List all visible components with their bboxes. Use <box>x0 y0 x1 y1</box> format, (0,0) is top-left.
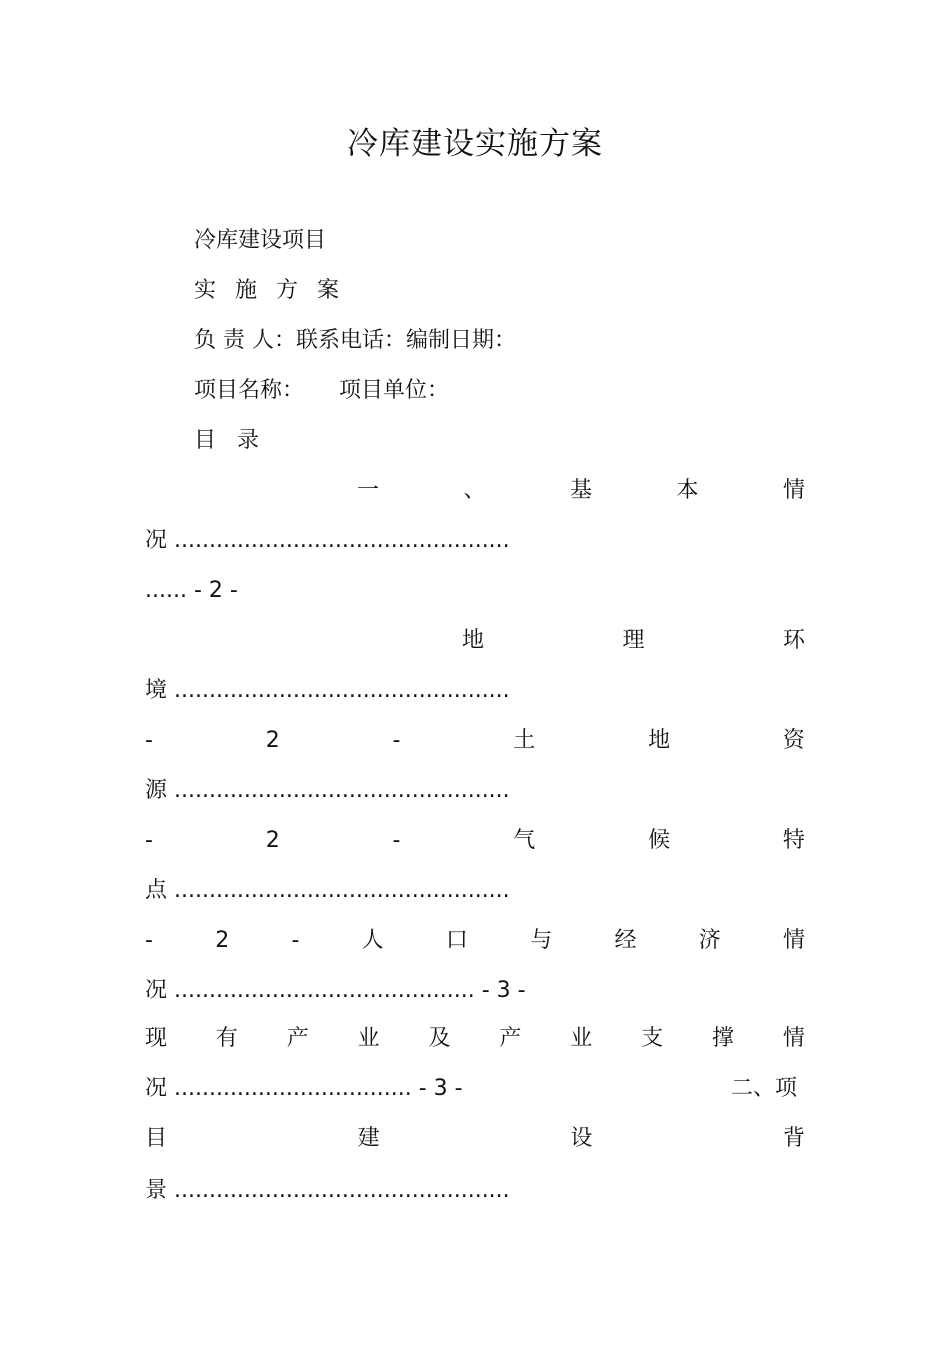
toc-char: 理 <box>622 628 645 653</box>
toc-line-15: 景 ................................................ <box>145 1178 510 1203</box>
toc-char: - <box>145 728 153 753</box>
toc-heading: 目 录 <box>194 428 259 453</box>
toc-char: - <box>291 928 300 953</box>
toc-char: 土 <box>513 728 536 753</box>
toc-char: 地 <box>462 628 485 653</box>
toc-line-8 <box>145 826 805 856</box>
toc-char: 一 <box>357 478 380 503</box>
toc-char: 设 <box>570 1126 593 1151</box>
toc-entry-right: 二、项 <box>730 1076 797 1101</box>
document-title: 冷库建设实施方案 <box>347 126 603 162</box>
toc-char: 目 <box>145 1126 168 1151</box>
toc-char: 2 <box>215 928 230 953</box>
toc-line-11: 况 ........................................... - 3 - <box>145 978 526 1003</box>
toc-char: 现 <box>145 1026 168 1051</box>
toc-char: 支 <box>641 1026 664 1051</box>
toc-char: 及 <box>428 1026 451 1051</box>
toc-char: 有 <box>215 1026 238 1051</box>
toc-char: 、 <box>463 478 486 503</box>
toc-char: 特 <box>782 828 805 853</box>
toc-char: 撑 <box>712 1026 735 1051</box>
contacts-line: 负 责 人：联系电话：编制日期： <box>194 328 516 353</box>
toc-line-6 <box>145 726 805 756</box>
toc-char: 口 <box>445 928 468 953</box>
toc-char: 经 <box>614 928 637 953</box>
toc-char: 产 <box>499 1026 522 1051</box>
plan-line: 实 施 方 案 <box>194 278 345 303</box>
toc-char: 气 <box>513 828 536 853</box>
toc-line-4 <box>462 626 805 656</box>
toc-line-7: 源 ................................................ <box>145 778 510 803</box>
toc-char: 候 <box>648 828 671 853</box>
toc-char: - <box>392 728 401 753</box>
project-line: 冷库建设项目 <box>194 228 327 253</box>
toc-line-12 <box>145 1024 805 1054</box>
toc-char: 济 <box>698 928 721 953</box>
toc-char: 产 <box>286 1026 309 1051</box>
toc-char: - <box>145 828 153 853</box>
toc-char: 情 <box>782 478 805 503</box>
toc-line-1 <box>357 476 805 506</box>
toc-char: 资 <box>782 728 805 753</box>
toc-char: 人 <box>361 928 384 953</box>
toc-char: 建 <box>357 1126 380 1151</box>
toc-line-5: 境 ................................................ <box>145 678 510 703</box>
toc-char: 情 <box>782 1026 805 1051</box>
toc-char: 2 <box>265 828 280 853</box>
toc-line-10 <box>145 926 805 956</box>
toc-char: - <box>392 828 401 853</box>
toc-char: 2 <box>265 728 280 753</box>
toc-line-13 <box>145 1074 805 1104</box>
toc-char: 背 <box>782 1126 805 1151</box>
toc-char: 环 <box>782 628 805 653</box>
toc-line-9: 点 ................................................ <box>145 878 510 903</box>
toc-entry-left: 况 .................................. - 3 - <box>145 1076 463 1101</box>
toc-char: 业 <box>570 1026 593 1051</box>
toc-line-3: ...... - 2 - <box>145 578 238 603</box>
name-unit-line: 项目名称： 项目单位： <box>194 378 449 403</box>
toc-char: 基 <box>569 478 592 503</box>
toc-char: 与 <box>530 928 553 953</box>
toc-char: 情 <box>782 928 805 953</box>
toc-line-2: 况 ................................................ <box>145 528 510 553</box>
toc-char: - <box>145 928 153 953</box>
toc-char: 业 <box>357 1026 380 1051</box>
toc-char: 本 <box>676 478 699 503</box>
toc-char: 地 <box>648 728 671 753</box>
toc-line-14 <box>145 1124 805 1154</box>
